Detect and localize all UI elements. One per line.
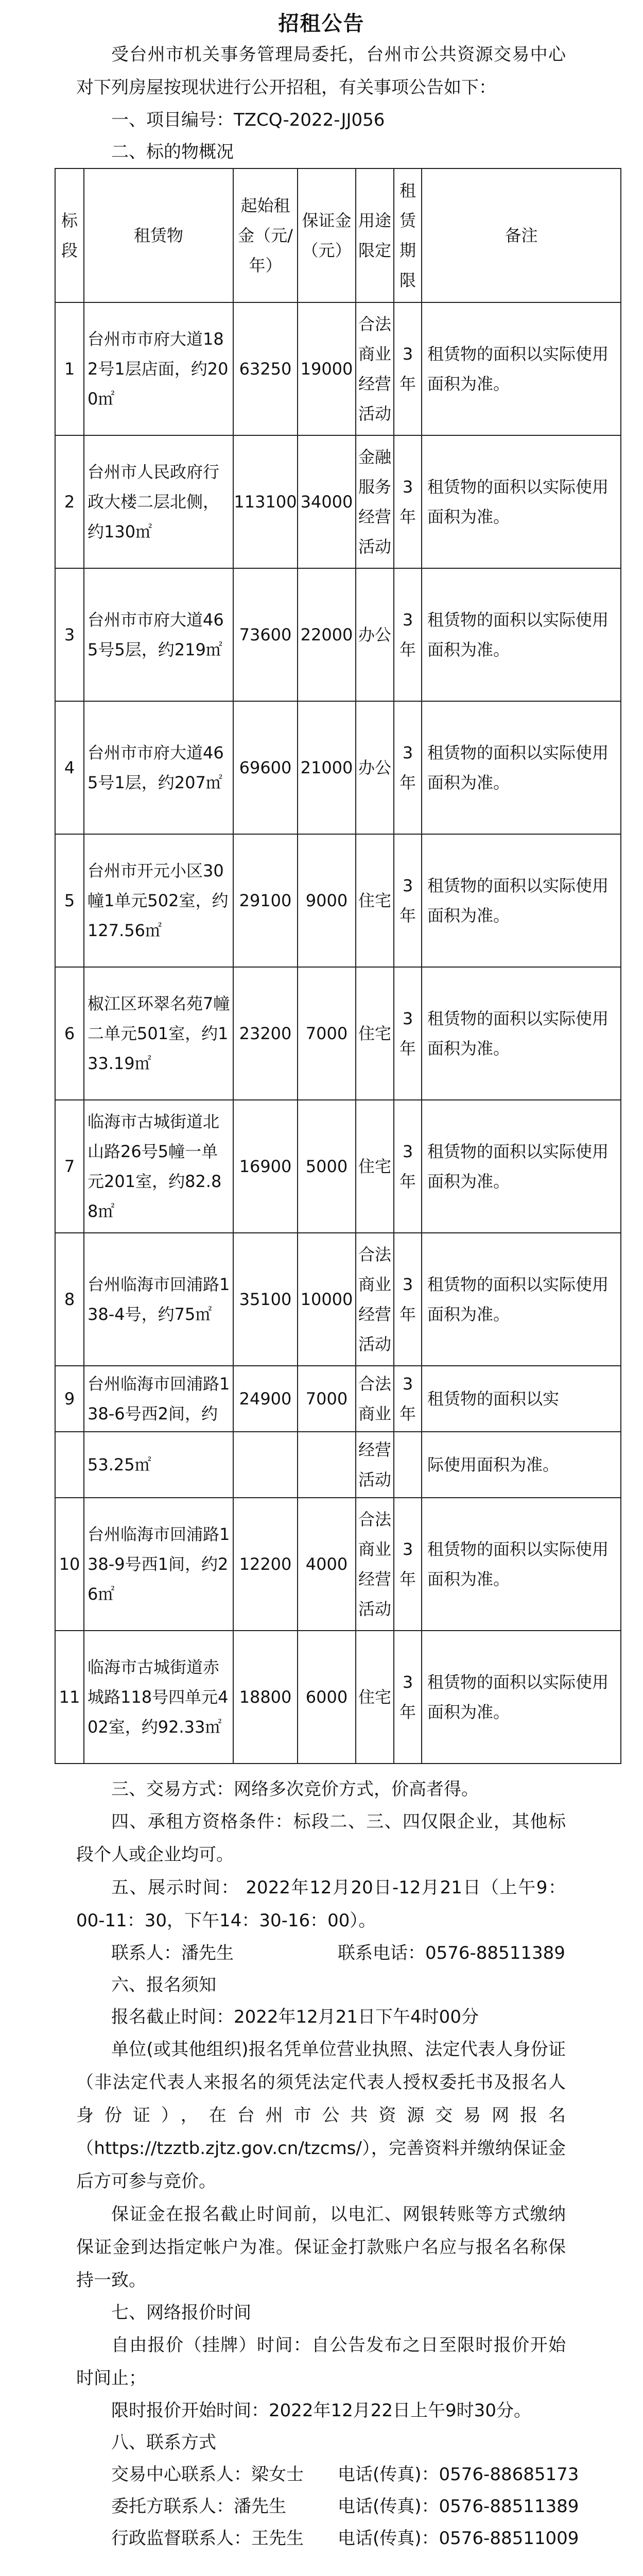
row-note: 租赁物的面积以实际使用面积为准。 (422, 1100, 621, 1233)
row-item: 椒江区环翠名苑7幢二单元501室，约133.19㎡ (84, 967, 233, 1100)
row-note: 租赁物的面积以实际使用面积为准。 (422, 967, 621, 1100)
contact-row (0, 2459, 643, 2490)
lease-table-body (55, 302, 621, 1764)
row-use: 合法商业经营活动 (356, 302, 394, 435)
row-rent: 73600 (233, 568, 298, 701)
row-use: 住宅 (356, 1100, 394, 1233)
row-segment: 2 (55, 435, 84, 568)
table-row (55, 1100, 621, 1233)
row-segment: 9 (55, 1366, 84, 1432)
table-row (55, 435, 621, 568)
row-term: 3年 (394, 834, 422, 967)
table-row (55, 701, 621, 834)
section-heading-7: 七、网络报价时间 (111, 2302, 251, 2323)
row-item: 台州市市府大道465号5层，约219㎡ (84, 568, 233, 701)
contact-name: 行政监督联系人：王先生 (111, 2528, 304, 2549)
section-heading-5: 五、展示时间： 2022年12月20日-12月21日（上午9：00-11：30，下午14：30-16：00）。 (76, 1877, 566, 1931)
row-segment: 8 (55, 1233, 84, 1366)
section-heading-4: 四、承租方资格条件：标段二、三、四仅限企业，其他标段个人或企业均可。 (76, 1811, 566, 1865)
row-term: 3年 (394, 701, 422, 834)
header-segment: 标段 (55, 168, 84, 302)
row-term: 3年 (394, 1233, 422, 1366)
row-rent: 63250 (233, 302, 298, 435)
row-note: 租赁物的面积以实际使用面积为准。 (422, 834, 621, 967)
table-row (55, 1366, 621, 1432)
contact-row (0, 2490, 643, 2522)
row-deposit (298, 1432, 356, 1498)
section-heading-8: 八、联系方式 (111, 2432, 216, 2453)
row-rent: 69600 (233, 701, 298, 834)
contact-name: 交易中心联系人：梁女士 (111, 2464, 304, 2485)
row-item: 台州临海市回浦路138-4号，约75㎡ (84, 1233, 233, 1366)
deposit-requirements: 保证金在报名截止时间前，以电汇、网银转账等方式缴纳保证金到达指定帐户为准。保证金打款账户名应与报名名称保持一致。 (76, 2204, 566, 2291)
table-row (55, 1432, 621, 1498)
table-row (55, 1233, 621, 1366)
row-item: 临海市古城街道北山路26号5幢一单元201室，约82.88㎡ (84, 1100, 233, 1233)
row-item: 台州市人民政府行政大楼二层北侧，约130㎡ (84, 435, 233, 568)
row-use: 合法商业经营活动 (356, 1498, 394, 1631)
row-use: 金融服务经营活动 (356, 435, 394, 568)
row-deposit: 10000 (298, 1233, 356, 1366)
row-term: 3年 (394, 435, 422, 568)
row-use: 住宅 (356, 967, 394, 1100)
header-deposit: 保证金（元） (298, 168, 356, 302)
viewing-contact-phone: 联系电话：0576-88511389 (338, 1943, 565, 1963)
row-note: 租赁物的面积以实 (422, 1366, 621, 1432)
row-note: 租赁物的面积以实际使用面积为准。 (422, 701, 621, 834)
row-note: 租赁物的面积以实际使用面积为准。 (422, 1631, 621, 1764)
row-item: 台州市开元小区30幢1单元502室，约127.56㎡ (84, 834, 233, 967)
row-item: 临海市古城街道赤城路118号四单元402室，约92.33㎡ (84, 1631, 233, 1764)
contact-row (0, 2522, 643, 2554)
row-term: 3年 (394, 568, 422, 701)
row-use: 合法商业 (356, 1366, 394, 1432)
row-term: 3年 (394, 1366, 422, 1432)
row-item: 台州临海市回浦路138-9号西1间，约26㎡ (84, 1498, 233, 1631)
row-deposit: 21000 (298, 701, 356, 834)
row-term: 3年 (394, 1631, 422, 1764)
row-use: 合法商业经营活动 (356, 1233, 394, 1366)
row-deposit: 34000 (298, 435, 356, 568)
row-term: 3年 (394, 302, 422, 435)
row-rent: 113100 (233, 435, 298, 568)
free-bid-time: 自由报价（挂牌）时间：自公告发布之日至限时报价开始时间止； (76, 2335, 566, 2388)
section-heading-6: 六、报名须知 (111, 1975, 216, 1995)
contact-phone: 电话(传真)：0576-88511389 (338, 2496, 579, 2517)
row-segment: 1 (55, 302, 84, 435)
row-note: 租赁物的面积以实际使用面积为准。 (422, 302, 621, 435)
row-term: 3年 (394, 967, 422, 1100)
row-deposit: 7000 (298, 1366, 356, 1432)
row-term: 3年 (394, 1498, 422, 1631)
row-use: 办公 (356, 568, 394, 701)
contact-name: 委托方联系人：潘先生 (111, 2496, 286, 2517)
row-rent: 18800 (233, 1631, 298, 1764)
header-term: 租赁期限 (394, 168, 422, 302)
table-row (55, 1631, 621, 1764)
row-deposit: 9000 (298, 834, 356, 967)
row-note: 租赁物的面积以实际使用面积为准。 (422, 435, 621, 568)
table-row (55, 967, 621, 1100)
row-item: 53.25㎡ (84, 1432, 233, 1498)
row-rent (233, 1432, 298, 1498)
row-deposit: 19000 (298, 302, 356, 435)
row-rent: 29100 (233, 834, 298, 967)
row-segment (55, 1432, 84, 1498)
row-deposit: 5000 (298, 1100, 356, 1233)
row-note: 际使用面积为准。 (422, 1432, 621, 1498)
section-heading-3: 三、交易方式：网络多次竞价方式，价高者得。 (111, 1779, 479, 1800)
row-item: 台州市市府大道182号1层店面，约200㎡ (84, 302, 233, 435)
row-segment: 6 (55, 967, 84, 1100)
row-deposit: 7000 (298, 967, 356, 1100)
intro-paragraph: 受台州市机关事务管理局委托，台州市公共资源交易中心对下列房屋按现状进行公开招租，有关事项公告如下： (76, 44, 566, 98)
registration-requirements: 单位(或其他组织)报名凭单位营业执照、法定代表人身份证（非法定代表人来报名的须凭法定代表人授权委托书及报名人身份证），在台州市公共资源交易网报名（https://tzztb.zjtz.gov.cn/tzcms/），完善资料并缴纳保证金后方可参与竞价。 (76, 2039, 566, 2192)
viewing-contact (0, 1937, 643, 1969)
row-note: 租赁物的面积以实际使用面积为准。 (422, 568, 621, 701)
registration-deadline: 报名截止时间：2022年12月21日下午4时00分 (111, 2007, 479, 2027)
lease-table (55, 168, 621, 1764)
contact-phone: 电话(传真)：0576-88511009 (338, 2528, 579, 2549)
row-segment: 10 (55, 1498, 84, 1631)
header-note: 备注 (422, 168, 621, 302)
table-row (55, 302, 621, 435)
row-segment: 11 (55, 1631, 84, 1764)
row-use: 办公 (356, 701, 394, 834)
page-title: 招租公告 (278, 12, 365, 36)
viewing-contact-person: 联系人：潘先生 (111, 1943, 234, 1963)
row-use: 经营活动 (356, 1432, 394, 1498)
row-item: 台州临海市回浦路138-6号西2间，约 (84, 1366, 233, 1432)
row-rent: 16900 (233, 1100, 298, 1233)
row-rent: 23200 (233, 967, 298, 1100)
row-deposit: 22000 (298, 568, 356, 701)
row-use: 住宅 (356, 1631, 394, 1764)
project-number: 一、项目编号：TZCQ-2022-JJ056 (111, 110, 385, 130)
row-term (394, 1432, 422, 1498)
row-rent: 35100 (233, 1233, 298, 1366)
row-item: 台州市市府大道465号1层，约207㎡ (84, 701, 233, 834)
row-rent: 24900 (233, 1366, 298, 1432)
row-segment: 7 (55, 1100, 84, 1233)
table-row (55, 568, 621, 701)
header-item: 租赁物 (84, 168, 233, 302)
row-deposit: 4000 (298, 1498, 356, 1631)
table-header-row (55, 168, 621, 302)
row-rent: 12200 (233, 1498, 298, 1631)
contact-phone: 电话(传真)：0576-88685173 (338, 2464, 579, 2485)
header-use: 用途限定 (356, 168, 394, 302)
row-segment: 4 (55, 701, 84, 834)
row-deposit: 6000 (298, 1631, 356, 1764)
row-note: 租赁物的面积以实际使用面积为准。 (422, 1498, 621, 1631)
row-use: 住宅 (356, 834, 394, 967)
table-row (55, 834, 621, 967)
section-heading-2: 二、标的物概况 (111, 142, 234, 162)
row-note: 租赁物的面积以实际使用面积为准。 (422, 1233, 621, 1366)
timed-bid-time: 限时报价开始时间：2022年12月22日上午9时30分。 (111, 2400, 531, 2421)
header-rent: 起始租金（元/年） (233, 168, 298, 302)
row-term: 3年 (394, 1100, 422, 1233)
table-row (55, 1498, 621, 1631)
row-segment: 5 (55, 834, 84, 967)
row-segment: 3 (55, 568, 84, 701)
